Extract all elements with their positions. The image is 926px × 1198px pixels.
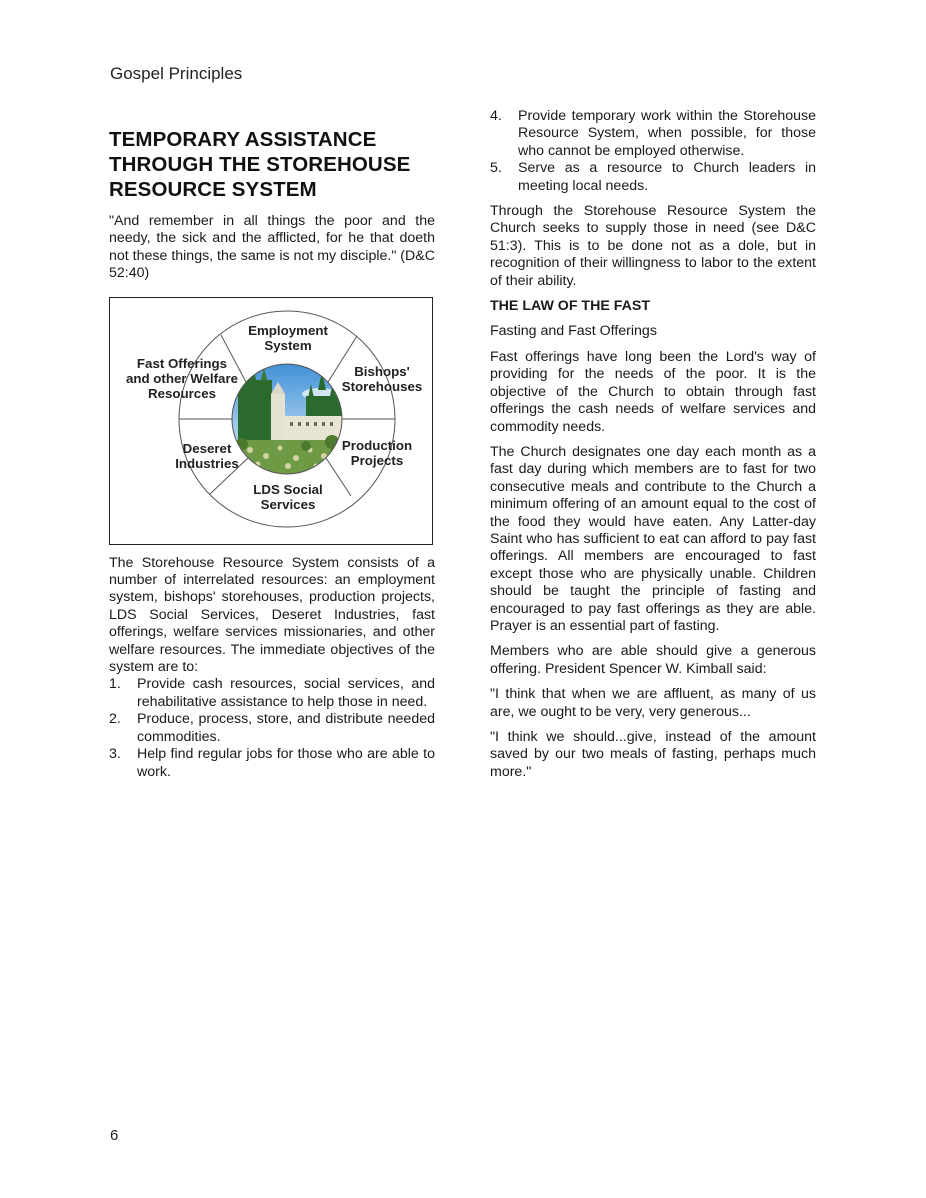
segment-label-fast-offerings: Fast Offerings and other Welfare Resources: [125, 355, 239, 401]
kimball-quote-1: "I think that when we are affluent, as many of us are, we ought to be very, very generous...: [490, 686, 816, 720]
list-item: 5. Serve as a resource to Church leaders in meeting local needs.: [490, 160, 816, 194]
generous-paragraph: Members who are able should give a generous offering. President Spencer W. Kimball said:: [490, 643, 816, 677]
subheading: Fasting and Fast Offerings: [490, 323, 657, 340]
list-item: 1. Provide cash resources, social services, and rehabilitative assistance to help those in need.: [109, 676, 435, 710]
list-item: 2. Produce, process, store, and distribute needed commodities.: [109, 711, 435, 745]
segment-label-employment: Employment System: [248, 322, 328, 353]
left-column: [109, 108, 435, 781]
segment-label-bishops-storehouses: Bishops' Storehouses: [341, 363, 423, 394]
page-number: 6: [110, 1127, 119, 1144]
intro-paragraph: The Storehouse Resource System consists of a number of interrelated resources: an employment system, bishops' storehouses, production projects, LDS Social Services, Deseret Industries, fast offerings, welfare services missionaries, and other welfare resources. The immediate objectives of the system are to:: [109, 554, 435, 676]
right-column: [490, 108, 816, 789]
list-item: 4. Provide temporary work within the Storehouse Resource System, when possible, for those who cannot be employed otherwise.: [490, 108, 816, 159]
running-title: Gospel Principles: [110, 64, 243, 83]
list-item: 3. Help find regular jobs for those who are able to work.: [109, 746, 435, 780]
fast-day-paragraph: The Church designates one day each month as a fast day during which members are to fast for two consecutive meals and contribute to the Church a minimum offering of an amount equal to the cost of the food they would have eaten. Any Latter-day Saint who has sufficient to eat can afford to pay fast offerings. All members are encouraged to fast except those who are physically unable. Children should be taught the principle of fasting and encouraged to pay fast offerings as they are able. Prayer is an essential part of fasting.: [490, 443, 816, 634]
section-title: TEMPORARY ASSISTANCE THROUGH THE STOREHOUSE RESOURCE SYSTEM: [109, 128, 411, 201]
epigraph-quote: "And remember in all things the poor and the needy, the sick and the afflicted, for he that doeth not these things, the same is not my disciple." (D&C 52:40): [109, 213, 435, 282]
segment-label-lds-social-services: LDS Social Services: [253, 481, 323, 512]
section-heading: THE LAW OF THE FAST: [490, 298, 650, 315]
offerings-paragraph: Fast offerings have long been the Lord's way of providing for the needs of the poor. It is the objective of the Church to obtain through fast offerings the cash needs of welfare services and commodity needs.: [490, 348, 816, 435]
objectives-list-1-3: [109, 676, 435, 780]
segment-label-deseret-industries: Deseret Industries: [175, 440, 239, 471]
segment-label-production-projects: Production Projects: [341, 437, 413, 468]
storehouse-diagram: [109, 297, 433, 545]
kimball-quote-2: "I think we should...give, instead of the amount saved by our two meals of fasting, perhaps much more.": [490, 729, 816, 780]
objectives-list-4-5: [490, 108, 816, 195]
supply-paragraph: Through the Storehouse Resource System the Church seeks to supply those in need (see D&C 51:3). This is to be done not as a dole, but in recognition of their willingness to labor to the extent of their ability.: [490, 203, 816, 289]
